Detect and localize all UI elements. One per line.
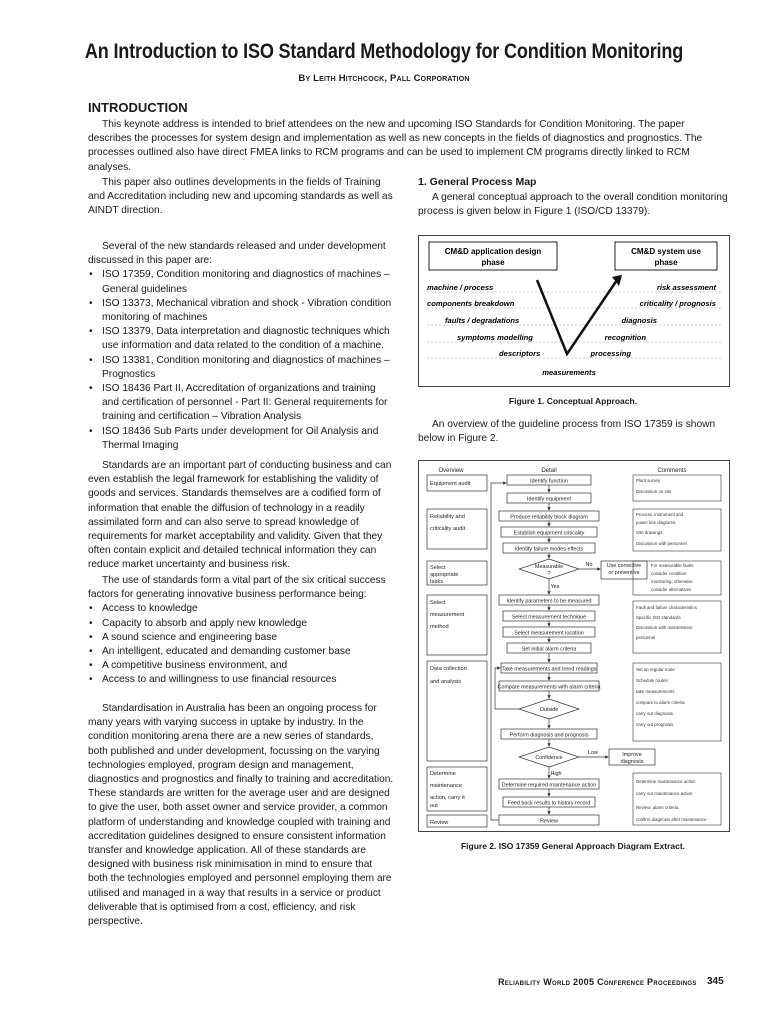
figure-1-conceptual-approach [418,235,730,387]
overview-text: criticality audit [430,526,466,532]
comment-text: Schedule routes [636,678,668,683]
detail-text: Feed back results to history record [507,800,591,807]
detail-text: Confidence [535,755,563,761]
right-paragraph-1: A general conceptual approach to the overall condition monitoring process is given below in Figure 1 (ISO/CD 13379). [418,192,728,218]
detail-text: Identify function [530,478,568,485]
comment-text: carry out maintenance action [636,791,693,796]
list-item: • A sound science and engineering base [88,631,394,645]
label-faults-degradations: faults / degradations [445,316,520,325]
detail-text: Use corrective [606,563,642,569]
success-factors [88,574,394,688]
left-paragraph-1: This paper also outlines developments in the fields of Training and Accreditation including new and upcoming standards as well as AINDT direction. [88,177,393,217]
detail-text: Select measurement location [514,630,584,637]
comment-text: personnel [636,635,656,640]
byline: By Leith Hitchcock, Pall Corporation [298,73,470,84]
overview-text: Reliability and [430,514,465,520]
comment-text: Discussion with maintenance [636,625,693,630]
comment-text: confirm diagnosis after maintenance [636,817,707,822]
detail-text: Identify equipment [526,496,572,503]
list-item: • ISO 13373, Mechanical vibration and shock - Vibration condition monitoring of machines [88,297,394,325]
figure-2-caption: Figure 2. ISO 17359 General Approach Diagram Extract. [460,841,686,851]
overview-text: Equipment audit [430,481,471,487]
list-item: • An intelligent, educated and demanding customer base [88,645,394,659]
comment-text: Fault and failure characteristics [636,605,697,610]
label-diagnosis: diagnosis [621,316,657,325]
use-phase-label-1: CM&D system use [631,247,701,256]
design-phase-label-1: CM&D application design [444,247,542,256]
detail-text: Compare measurements with alarm criteria [497,684,601,691]
detail-text: or preventive [608,570,640,576]
footer-proceedings: Reliability World 2005 Conference Proceedings [498,977,697,987]
paper-title: An Introduction to ISO Standard Methodology for Condition Monitoring [84,40,684,63]
right-paragraph-2: An overview of the guideline process from ISO 17359 is shown below in Figure 2. [418,419,716,445]
overview-text: Select [430,600,446,606]
detail-text: Measurable [534,564,564,570]
detail-text: High [550,771,562,777]
list-item: • Capacity to absorb and apply new knowledge [88,617,394,631]
label-risk-assessment: risk assessment [656,283,716,292]
detail-text: Select measurement technique [511,614,587,621]
detail-text: Low [588,750,598,756]
comment-text: monitoring, otherwise [651,579,693,584]
label-measurements: measurements [542,368,596,377]
overview-text: Data collection [430,666,467,672]
detail-text: Improve [622,752,642,758]
label-descriptors: descriptors [499,349,541,358]
detail-text: Identify parameters to be measured [506,598,592,605]
col-overview: Overview [438,468,464,474]
page-number: 345 [707,976,724,987]
comment-text: consider alternatives [651,587,692,592]
overview-text: method [430,624,449,630]
figure-2-flowchart [419,461,729,831]
label-symptoms-modelling: symptoms modelling [457,333,533,342]
standards-importance [88,459,394,573]
overview-text: and analysis [430,679,462,685]
use-phase-label-2: phase [654,258,678,267]
detail-text: Produce reliability block diagram [510,514,588,521]
detail-text: ? [547,571,551,577]
overview-text: out [430,803,438,809]
comment-text: consider condition [651,571,687,576]
left-paragraph-5: Standardisation in Australia has been an ongoing process for many years with varying success in uptake by industry. In the condition monitoring arena there are a new series of standards, both published and under development, focussing on the varying technologies employed, program design and management, diagnostics and prognostics and finally to training and accreditation. These standards are written for the average user and are designed to give the user, both asset owner and service provider, a common platform of understanding and knowledge coupled with training and accreditation guidelines designed to ensure consistent information transfer and knowledge application. All of these standards are designed with business risk minimisation in mind to ensure that both the technologies employed and personnel employing them are utilised and managed in a way that results in a service or product deliverable that is optimised from a cost, efficiency, and risk perspective. [88,703,394,928]
comment-text: carry out prognosis [636,722,674,727]
overview-text: maintenance [430,783,463,789]
list-item: • Access to and willingness to use financial resources [88,673,394,687]
v-process-line [537,280,617,354]
figure-1-diagram [419,236,729,386]
section-heading: 1. General Process Map [418,176,537,188]
detail-text: Establish equipment criticality [513,530,585,537]
detail-text: No [585,562,593,568]
left-paragraph-3: Standards are an important part of conducting business and can even establish the legal framework for establishing the validity of goods and services. Standards themselves are a codified form of information that enable the diffusion of technology in a readily assimilated form and can also serve to spread knowledge of requirements for market acceptability and validity. Given that they often contain explicit and detailed technical information they can reduce market uncertainty and business risk. [88,460,392,571]
detail-text: diagnosis [620,759,644,765]
detail-text: Review [540,818,558,825]
comment-text: Process, instrument and [636,512,684,517]
label-processing: processing [590,349,631,358]
label-recognition: recognition [604,333,646,342]
standards-list [88,268,394,453]
list-item: • ISO 17359, Condition monitoring and diagnostics of machines – General guidelines [88,268,394,296]
comment-text: Determine maintenance action [636,779,696,784]
label-components-breakdown: components breakdown [427,299,515,308]
comment-text: power line diagrams, [636,520,677,525]
comment-text: Review: alarm criteria, [636,805,680,810]
standardisation-australia [88,702,394,929]
left-paragraph-4: The use of standards form a vital part of the six critical success factors for generating innovative business performance being: [88,575,386,601]
col-comments: Comments [657,468,687,474]
comment-text: Plant survey [636,478,661,483]
comment-text: Discussion with personnel [636,541,687,546]
list-item: • Access to knowledge [88,602,394,616]
factors-list [88,602,394,687]
overview-text: action, carry it [430,795,465,801]
comment-text: Site drawings [636,530,663,535]
list-item: • ISO 13381, Condition monitoring and diagnostics of machines – Prognostics [88,354,394,382]
overview-text: Review [430,820,449,826]
overview-text: Select [430,565,446,571]
overview-text: Determine [430,771,456,777]
standards-section [88,240,394,453]
detail-text: Yes [550,584,560,590]
label-criticality-prognosis: criticality / prognosis [639,299,716,308]
left-paragraph-2: Several of the new standards released and under development discussed in this paper are: [88,241,386,267]
left-column [88,176,394,219]
list-item: • ISO 18436 Part II, Accreditation of organizations and training and certification of personnel - Part II: General requirements for training and certification – Vibration Analysis [88,382,394,425]
intro-paragraph: This keynote address is intended to brief attendees on the new and upcoming ISO Standards for Condition Monitoring. The paper describes the processes for system design and implementation as well as new concepts in the fields of diagnostics and prognostics. The processes outlined also have direct FMEA links to RCM programs and can be used to implement CM programs directly linked to RCM analyses. [88,119,703,173]
comment-text: Discussion on site [636,489,672,494]
detail-text: Perform diagnosis and prognosis [509,732,589,739]
figure-2-process-diagram [418,460,730,832]
label-machine-process: machine / process [427,283,494,292]
list-item: • ISO 18436 Sub Parts under development for Oil Analysis and Thermal Imaging [88,425,394,453]
list-item: • ISO 13379, Data interpretation and diagnostic techniques which use information and data related to the condition of a machine. [88,325,394,353]
list-item: • A competitive business environment, and [88,659,394,673]
overview-text: measurement [430,612,465,618]
figure-1-caption: Figure 1. Conceptual Approach. [508,396,638,406]
intro-heading: INTRODUCTION [88,100,188,115]
comment-text: compare to alarm criteria [636,700,685,705]
overview-data-collection [427,661,487,761]
comment-text: take measurements [636,689,675,694]
design-phase-label-2: phase [481,258,505,267]
comment-text: For measurable faults [651,563,694,568]
detail-text: Outside [539,707,559,713]
overview-text: appropriate [430,572,459,578]
col-detail: Detail [541,468,557,474]
overview-text: tasks [430,579,444,585]
detail-text: Determine required maintenance action [501,782,597,789]
detail-text: Take measurements and trend readings [501,666,597,673]
comment-text: Set up regular route [636,667,675,672]
detail-text: Set initial alarm criteria [521,646,577,653]
comment-text: Specific ISO standards [636,615,681,620]
detail-text: Identify failure modes effects [514,546,584,553]
comment-text: carry out diagnosis [636,711,673,716]
